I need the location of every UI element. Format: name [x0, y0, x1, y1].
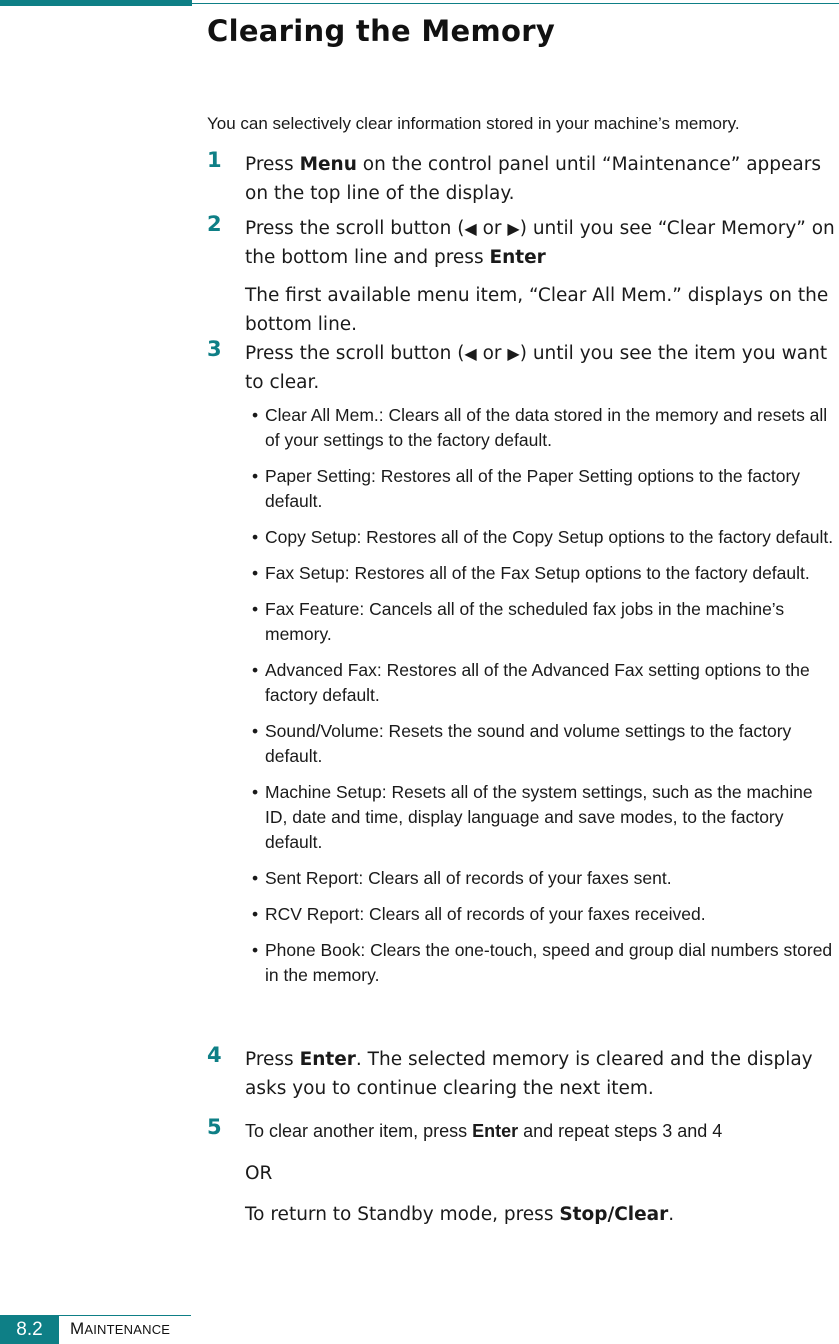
- top-rule: [192, 3, 839, 4]
- step-number: 2: [207, 212, 222, 236]
- list-item: • Phone Book: Clears the one-touch, speed and group dial numbers stored in the memory.: [252, 940, 833, 985]
- step-5: [207, 1117, 835, 1229]
- list-item: • Machine Setup: Resets all of the system settings, such as the machine ID, date and time, display language and save modes, to the factory default.: [252, 782, 813, 852]
- enter-key-label: Enter: [299, 1049, 356, 1070]
- step-number: 3: [207, 337, 222, 361]
- step-text: Press the scroll button (◀ or ▶) until you see “Clear Memory” on the bottom line and press Enter: [245, 214, 835, 272]
- step-number: 4: [207, 1043, 222, 1067]
- enter-key-label: Enter: [489, 247, 546, 268]
- menu-key-label: Menu: [299, 154, 357, 175]
- clear-options-list: [207, 403, 835, 988]
- list-item: • RCV Report: Clears all of records of your faxes received.: [252, 904, 706, 924]
- list-item: • Sound/Volume: Resets the sound and volume settings to the factory default.: [252, 721, 792, 766]
- scroll-right-arrow-icon: ▶: [507, 344, 520, 363]
- footer-rule: [59, 1315, 191, 1316]
- enter-key-label: Enter: [472, 1121, 519, 1141]
- list-item: • Paper Setting: Restores all of the Paper Setting options to the factory default.: [252, 466, 801, 511]
- list-item: • Fax Setup: Restores all of the Fax Setup options to the factory default.: [252, 563, 810, 583]
- step-alternative: To return to Standby mode, press Stop/Clear.: [245, 1204, 675, 1225]
- page-number: 8.2: [0, 1315, 59, 1344]
- top-accent-bar: [0, 0, 192, 6]
- list-item: • Clear All Mem.: Clears all of the data stored in the memory and resets all of your settings to the factory default.: [252, 405, 828, 450]
- page-title: Clearing the Memory: [207, 14, 556, 48]
- intro-paragraph: You can selectively clear information stored in your machine’s memory.: [207, 114, 740, 133]
- step-text: Press Menu on the control panel until “Maintenance” appears on the top line of the display.: [245, 154, 821, 204]
- step-4: [207, 1045, 835, 1103]
- step-number: 5: [207, 1115, 222, 1139]
- scroll-left-arrow-icon: ◀: [464, 219, 477, 238]
- list-item: • Copy Setup: Restores all of the Copy Setup options to the factory default.: [252, 527, 834, 547]
- section-label: MAINTENANCE: [70, 1319, 171, 1338]
- list-item: • Advanced Fax: Restores all of the Advanced Fax setting options to the factory default.: [252, 660, 810, 705]
- list-item: • Sent Report: Clears all of records of your faxes sent.: [252, 868, 672, 888]
- scroll-right-arrow-icon: ▶: [507, 219, 520, 238]
- list-item: • Fax Feature: Cancels all of the scheduled fax jobs in the machine’s memory.: [252, 599, 785, 644]
- step-1: [207, 150, 835, 208]
- scroll-left-arrow-icon: ◀: [464, 344, 477, 363]
- stop-clear-key-label: Stop/Clear: [559, 1204, 669, 1225]
- step-2: [207, 214, 835, 339]
- step-3: [207, 339, 835, 999]
- step-text: To clear another item, press Enter and repeat steps 3 and 4: [245, 1121, 723, 1141]
- step-text: Press Enter. The selected memory is cleared and the display asks you to continue clearing the next item.: [245, 1049, 813, 1099]
- step-or: OR: [245, 1163, 273, 1184]
- step-note: The first available menu item, “Clear All Mem.” displays on the bottom line.: [245, 285, 829, 335]
- step-text: Press the scroll button (◀ or ▶) until you see the item you want to clear.: [245, 339, 835, 397]
- step-number: 1: [207, 148, 222, 172]
